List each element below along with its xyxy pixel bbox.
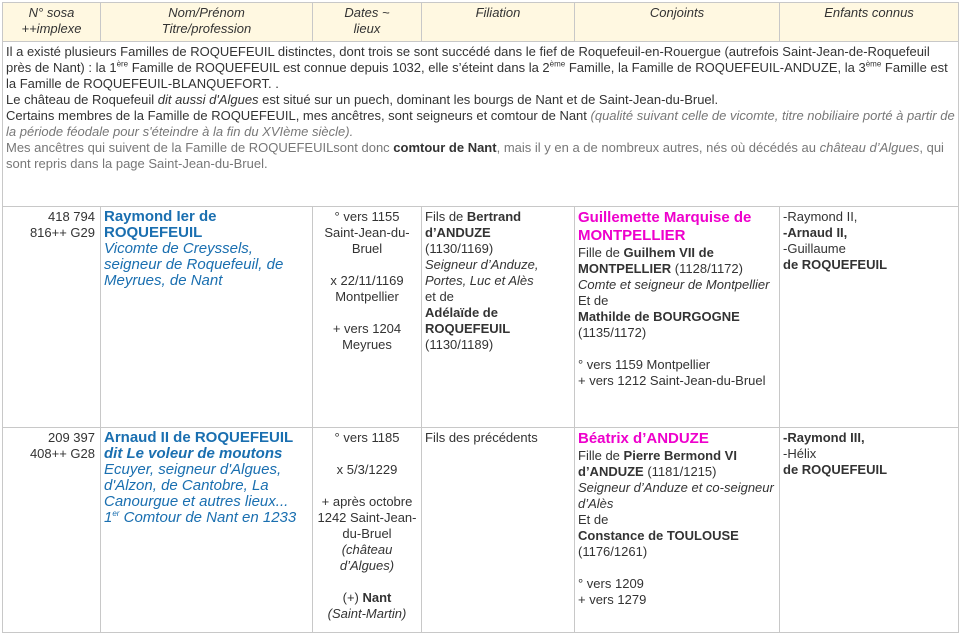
- dates-cell: ° vers 1155 Saint-Jean-du-Bruel x 22/11/1169 Montpellier + vers 1204 Meyrues: [313, 207, 422, 428]
- intro-paragraph-4: Mes ancêtres qui suivent de la Famille de ROQUEFEUILsont donc comtour de Nant, mais il y en a de nombreux autres, nés où décédés au château d’Algues, qui sont repris dans la page Saint-Jean-du-Bruel.: [6, 140, 944, 171]
- genealogy-table: [2, 2, 959, 633]
- spouse-cell: Guillemette Marquise de MONTPELLIER Fille de Guilhem VII de MONTPELLIER (1128/1172) Comte et seigneur de Montpellier Et de Mathilde de BOURGOGNE (1135/1172) ° vers 1159 Montpellier + vers 1212 Saint-Jean-du-Bruel: [575, 207, 780, 428]
- header-children: Enfants connus: [780, 3, 959, 42]
- header-filiation: Filiation: [422, 3, 575, 42]
- intro-row: [3, 42, 959, 207]
- dates-cell: ° vers 1185 x 5/3/1229 + après octobre 1242 Saint-Jean-du-Bruel (château d’Algues) (+) Nant (Saint-Martin): [313, 428, 422, 633]
- intro-paragraph-3: Certains membres de la Famille de ROQUEFEUIL, mes ancêtres, sont seigneurs et comtour de Nant (qualité suivant celle de vicomte, titre nobiliaire porté à partir de la période féodale pour s'éteindre à la fin du XVIème siècle).: [6, 108, 955, 139]
- header-dates: Dates ~ lieux: [313, 3, 422, 42]
- name-cell: Arnaud II de ROQUEFEUIL dit Le voleur de moutons Ecuyer, seigneur d'Algues, d'Alzon, de Cantobre, La Canourgue et autres lieux... 1er Comtour de Nant en 1233: [101, 428, 313, 633]
- filiation-cell: Fils de Bertrand d’ANDUZE (1130/1169) Seigneur d’Anduze, Portes, Luc et Alès et de Adélaïde de ROQUEFEUIL (1130/1189): [422, 207, 575, 428]
- header-name: Nom/Prénom Titre/profession: [101, 3, 313, 42]
- intro-paragraph-2: Le château de Roquefeuil dit aussi d'Algues est situé sur un puech, dominant les bourgs de Nant et de Saint-Jean-du-Bruel.: [6, 92, 719, 107]
- header-sosa: N° sosa ++implexe: [3, 3, 101, 42]
- table-row: [3, 207, 959, 428]
- header-spouses: Conjoints: [575, 3, 780, 42]
- intro-paragraph-1: Il a existé plusieurs Familles de ROQUEFEUIL distinctes, dont trois se sont succédé dans le fief de Roquefeuil-en-Rouergue (autrefois Saint-Jean-de-Roquefeuil près de Nant) : la 1ère Famille de ROQUEFEUIL est connue depuis 1032, elle s’éteint dans la 2ème Famille, la Famille de ROQUEFEUIL-ANDUZE, la 3ème Famille est la Famille de ROQUEFEUIL-BLANQUEFORT. .: [6, 44, 948, 91]
- children-cell: -Raymond II, -Arnaud II, -Guillaume de ROQUEFEUIL: [780, 207, 959, 428]
- header-row: [3, 3, 959, 42]
- children-cell: -Raymond III, -Hélix de ROQUEFEUIL: [780, 428, 959, 633]
- intro-text: [3, 42, 959, 207]
- filiation-cell: Fils des précédents: [422, 428, 575, 633]
- table-row: [3, 428, 959, 633]
- name-cell: Raymond Ier de ROQUEFEUIL Vicomte de Creyssels, seigneur de Roquefeuil, de Meyrues, de Nant: [101, 207, 313, 428]
- spouse-cell: Béatrix d’ANDUZE Fille de Pierre Bermond VI d’ANDUZE (1181/1215) Seigneur d’Anduze et co-seigneur d’Alès Et de Constance de TOULOUSE (1176/1261) ° vers 1209 + vers 1279: [575, 428, 780, 633]
- sosa-cell: 209 397 408++ G28: [3, 428, 101, 633]
- sosa-cell: 418 794 816++ G29: [3, 207, 101, 428]
